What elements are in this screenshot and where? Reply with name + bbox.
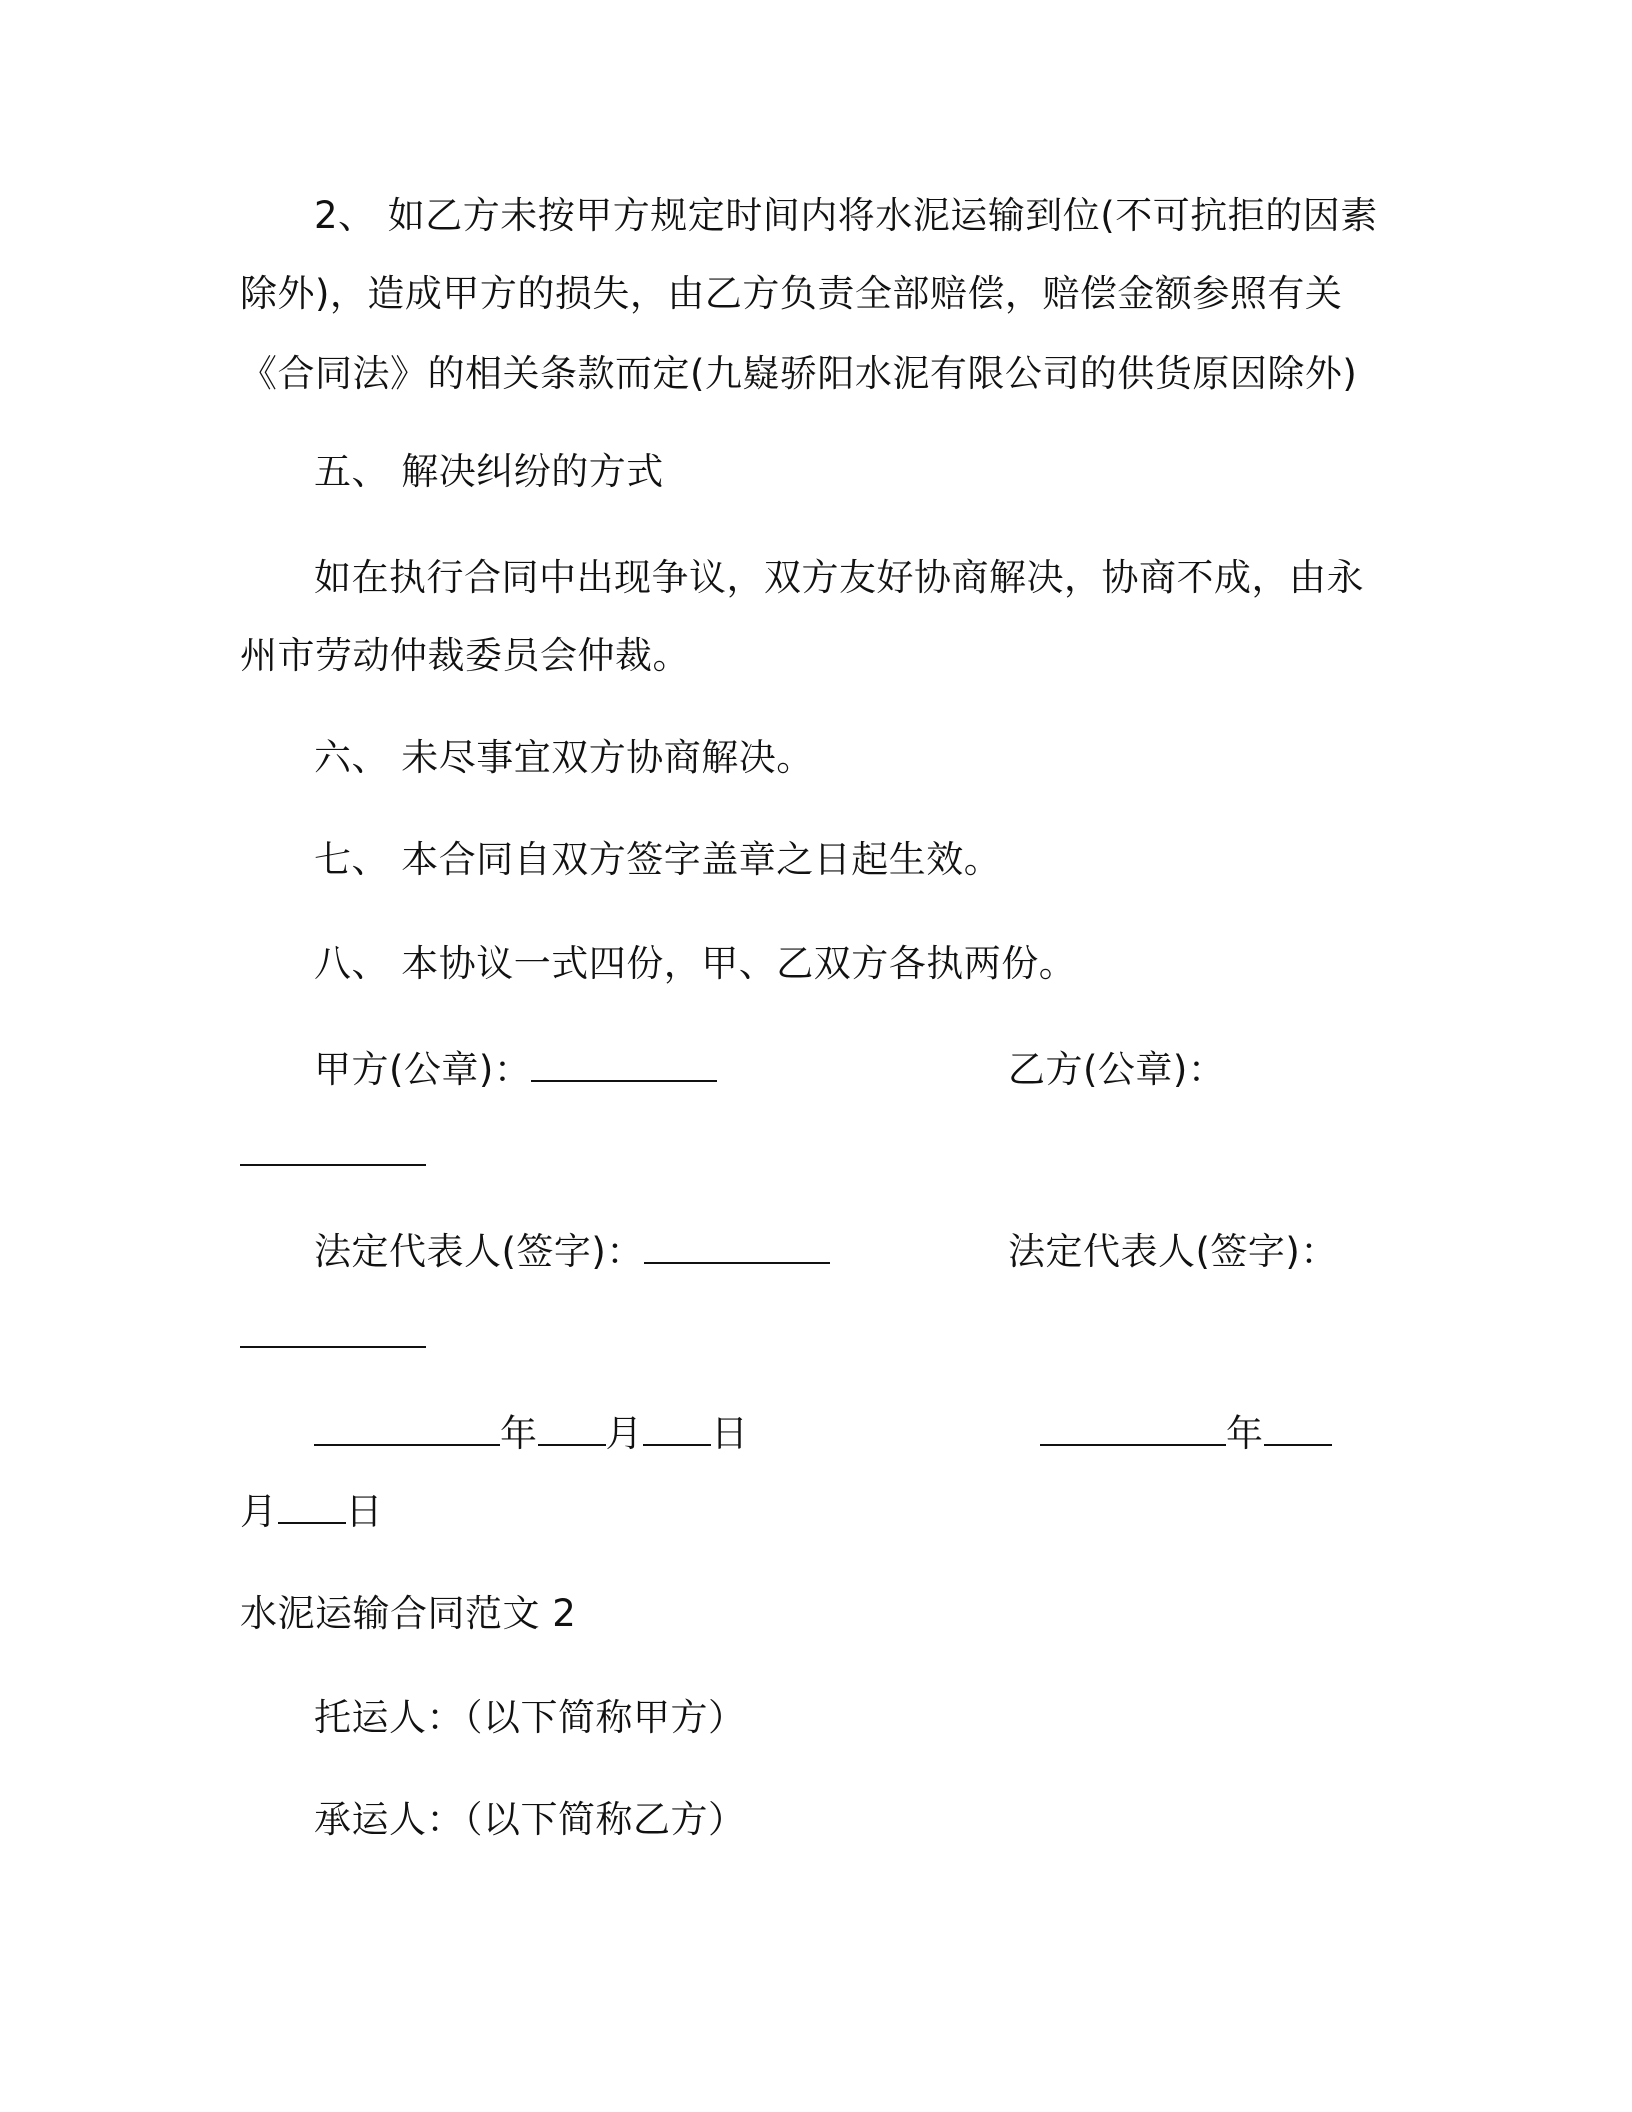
date-b-year-blank (1040, 1414, 1226, 1446)
date-b-row-continued (240, 1488, 383, 1536)
second-contract-title: 水泥运输合同范文 2 (240, 1592, 577, 1635)
date-a-row (314, 1410, 749, 1458)
date-b-day-label: 日 (345, 1490, 383, 1533)
section-5-line-1: 如在执行合同中出现争议，双方友好协商解决，协商不成，由永 (314, 556, 1364, 599)
date-b-row (1040, 1410, 1332, 1458)
party-b-seal-label: 乙方(公章)： (1008, 1048, 1226, 1091)
section-8: 八、 本协议一式四份，甲、乙双方各执两份。 (314, 942, 1077, 985)
date-b-day-blank (278, 1492, 346, 1524)
section-5-heading: 五、 解决纠纷的方式 (314, 450, 664, 493)
carrier-line: 承运人：（以下简称乙方） (314, 1798, 746, 1841)
date-b-month-blank (1264, 1414, 1332, 1446)
clause-2-line-3: 《合同法》的相关条款而定(九嶷骄阳水泥有限公司的供货原因除外) (240, 352, 1358, 395)
party-a-seal-label: 甲方(公章)： (314, 1048, 532, 1091)
date-a-day-blank (643, 1414, 711, 1446)
section-5-line-2: 州市劳动仲裁委员会仲裁。 (240, 634, 690, 677)
date-a-month-label: 月 (605, 1412, 643, 1455)
party-a-seal-blank (531, 1050, 717, 1082)
rep-b-blank (240, 1316, 426, 1348)
party-a-seal-row (314, 1046, 717, 1094)
section-6: 六、 未尽事宜双方协商解决。 (314, 736, 814, 779)
rep-a-row (314, 1228, 830, 1276)
rep-b-row (240, 1312, 426, 1360)
party-b-seal-row (240, 1130, 426, 1178)
date-a-year-label: 年 (500, 1412, 538, 1455)
date-b-month-label: 月 (240, 1490, 278, 1533)
date-a-day-label: 日 (711, 1412, 749, 1455)
rep-a-blank (644, 1232, 830, 1264)
party-b-seal-blank (240, 1134, 426, 1166)
rep-a-label: 法定代表人(签字)： (314, 1230, 644, 1273)
clause-2-line-2: 除外)，造成甲方的损失，由乙方负责全部赔偿，赔偿金额参照有关 (240, 272, 1343, 315)
date-b-year-label: 年 (1226, 1412, 1264, 1455)
shipper-line: 托运人：（以下简称甲方） (314, 1696, 746, 1739)
clause-2-line-1: 2、 如乙方未按甲方规定时间内将水泥运输到位(不可抗拒的因素 (314, 194, 1378, 237)
date-a-month-blank (538, 1414, 606, 1446)
section-7: 七、 本合同自双方签字盖章之日起生效。 (314, 838, 1002, 881)
rep-b-label: 法定代表人(签字)： (1008, 1230, 1338, 1273)
date-a-year-blank (314, 1414, 500, 1446)
